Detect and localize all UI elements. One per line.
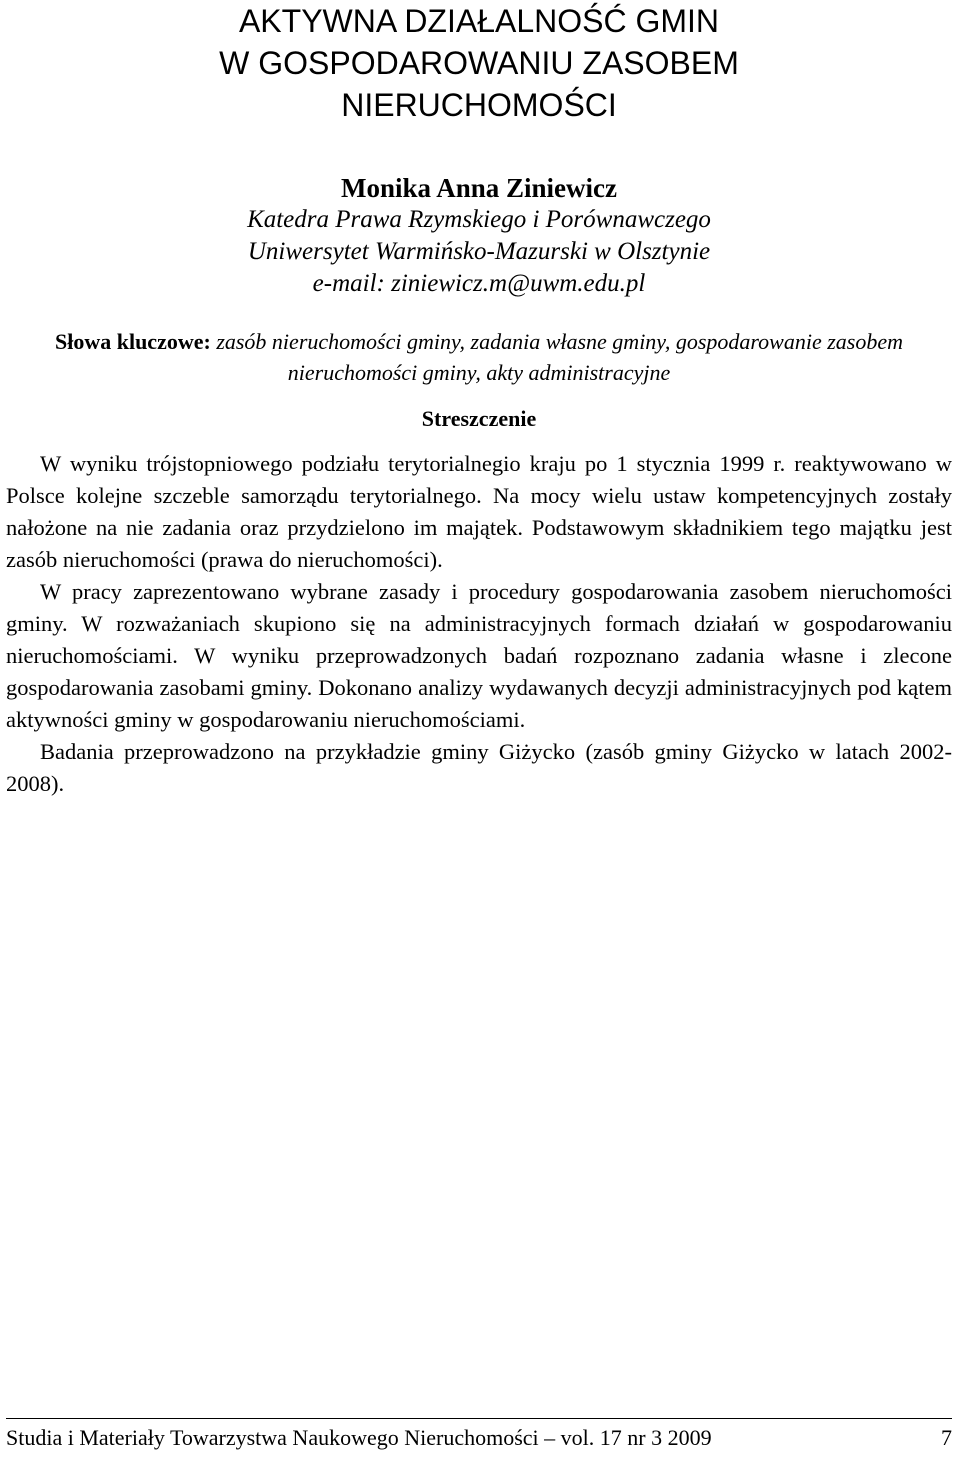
abstract-paragraph: W wyniku trójstopniowego podziału terytorialnegio kraju po 1 stycznia 1999 r. reaktywowano w Polsce kolejne szczeble samorządu terytorialnego. Na mocy wielu ustaw kompetencyjnych zostały nałożone na nie zadania oraz przydzielono im majątek. Podstawowym składnikiem tego majątku jest zasób nieruchomości (prawa do nieruchomości). bbox=[6, 451, 952, 572]
author-email: e-mail: ziniewicz.m@uwm.edu.pl bbox=[312, 270, 646, 297]
author-department: Katedra Prawa Rzymskiego i Porównawczego bbox=[247, 206, 711, 233]
author-university: Uniwersytet Warmińsko-Mazurski w Olsztynie bbox=[247, 238, 711, 265]
keywords-label: Słowa kluczowe: bbox=[54, 329, 211, 354]
author-name: Monika Anna Ziniewicz bbox=[340, 173, 618, 203]
article-page bbox=[6, 0, 952, 800]
abstract-heading: Streszczenie bbox=[421, 406, 537, 431]
title-line-3: NIERUCHOMOŚCI bbox=[341, 87, 617, 123]
author-block bbox=[6, 172, 952, 300]
page-number: 7 bbox=[941, 1425, 952, 1450]
abstract-paragraph: Badania przeprowadzono na przykładzie gminy Giżycko (zasób gminy Giżycko w latach 2002-2008). bbox=[6, 739, 952, 796]
keywords bbox=[6, 326, 952, 388]
article-title bbox=[6, 0, 952, 126]
abstract-paragraph: W pracy zaprezentowano wybrane zasady i procedury gospodarowania zasobem nieruchomości gminy. W rozważaniach skupiono się na administracyjnych formach działań w gospodarowaniu nieruchomościami. W wyniku przeprowadzonych badań rozpoznano zadania własne i zlecone gospodarowania zasobami gminy. Dokonano analizy wydawanych decyzji administracyjnych pod kątem aktywności gminy w gospodarowaniu nieruchomościami. bbox=[6, 579, 952, 732]
abstract-body bbox=[6, 448, 952, 800]
page-footer bbox=[6, 1418, 952, 1457]
title-line-2: W GOSPODAROWANIU ZASOBEM bbox=[219, 45, 739, 81]
journal-citation: Studia i Materiały Towarzystwa Naukowego Nieruchomości – vol. 17 nr 3 2009 bbox=[6, 1425, 712, 1450]
title-line-1: AKTYWNA DZIAŁALNOŚĆ GMIN bbox=[238, 3, 720, 39]
keywords-text: zasób nieruchomości gminy, zadania własne gminy, gospodarowanie zasobem nieruchomości gminy, akty administracyjne bbox=[216, 329, 903, 385]
